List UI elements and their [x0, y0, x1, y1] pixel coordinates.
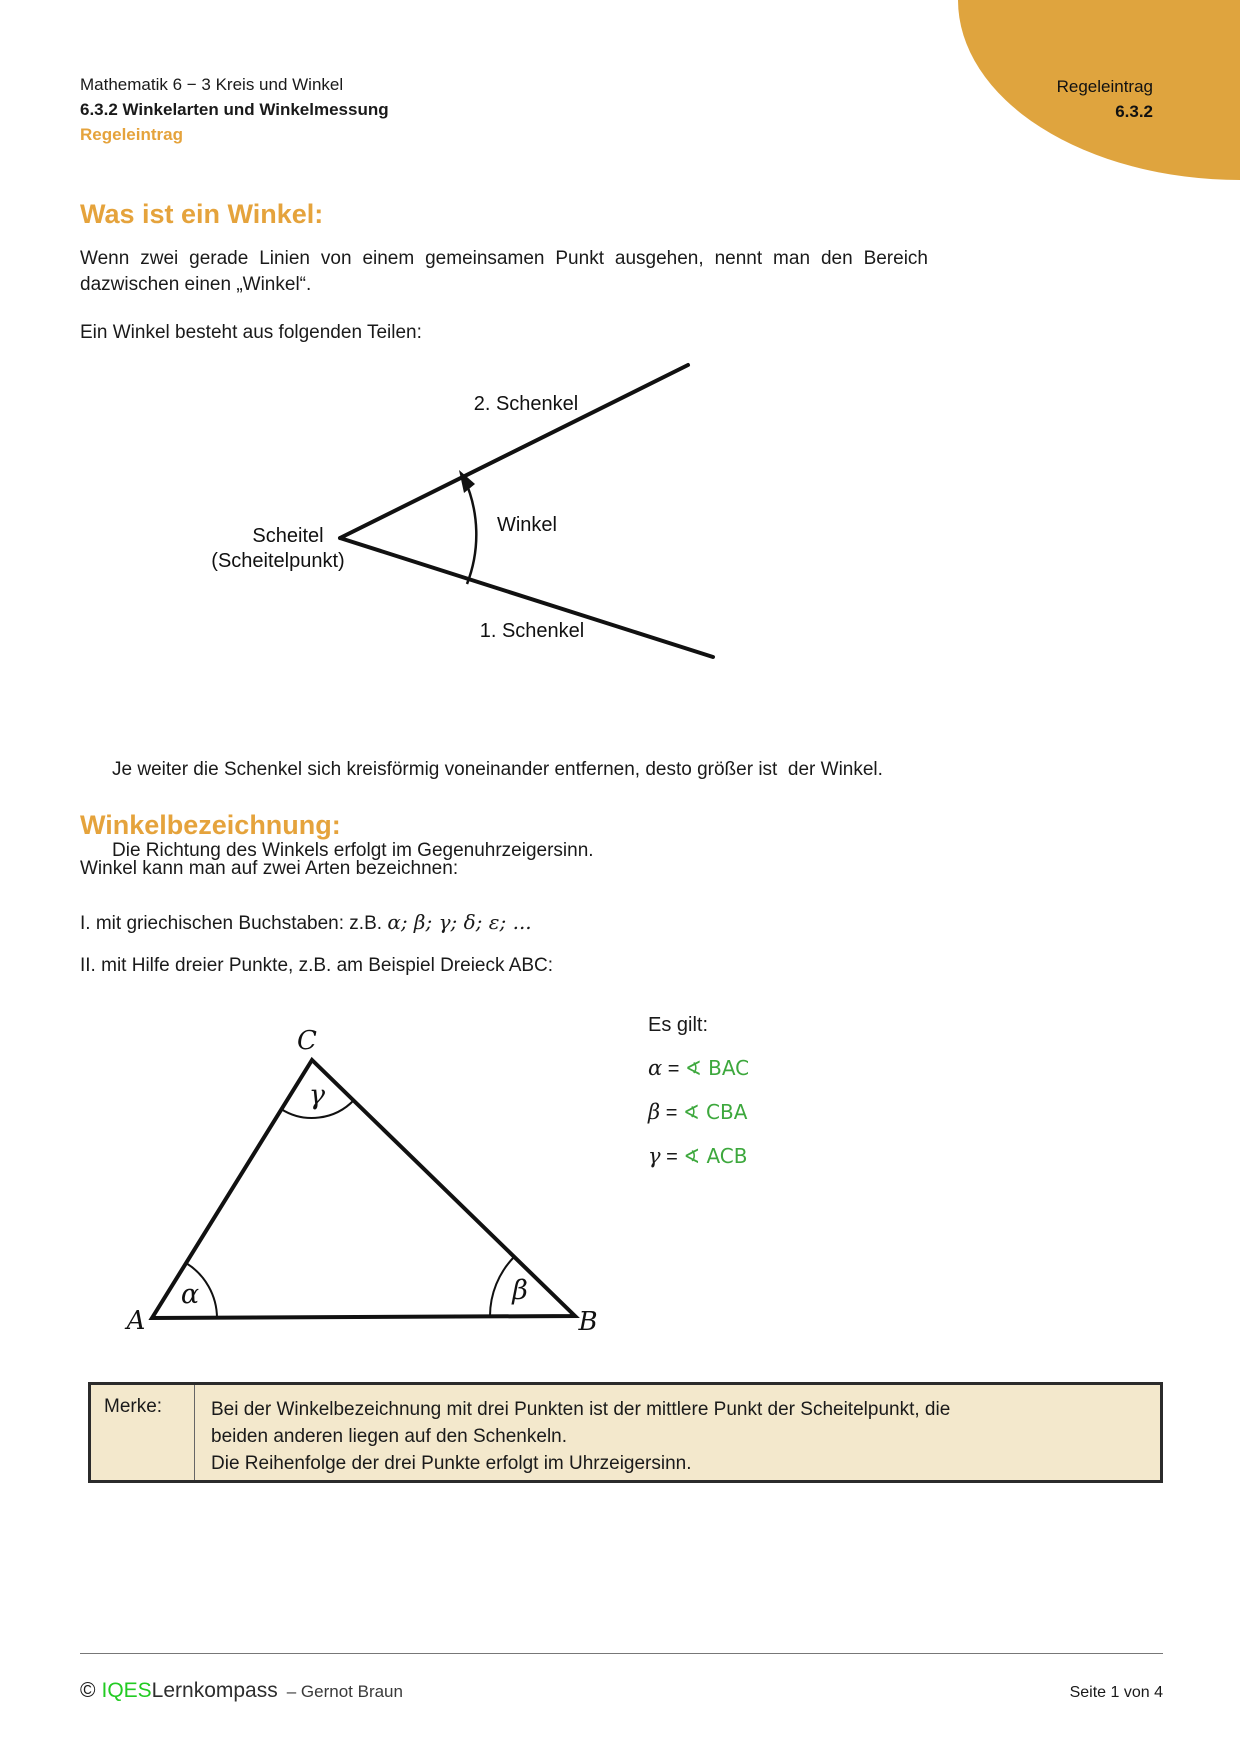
angle-equation-alpha: α = ∢ BAC: [648, 1056, 750, 1080]
label-scheitel: Scheitel: [252, 525, 324, 547]
angle-equation-gamma: γ = ∢ ACB: [648, 1144, 748, 1168]
merke-line3: Die Reihenfolge der drei Punkte erfolgt im Uhrzeigersinn.: [211, 1453, 692, 1474]
note-line1: Je weiter die Schenkel sich kreisförmig voneinander entfernen, desto größer ist der Winkel.: [112, 759, 883, 780]
gamma-label: γ: [308, 1080, 326, 1111]
footer-logo-block: [80, 1679, 403, 1703]
copyright-icon: ©: [80, 1679, 96, 1702]
vertex-c-label: C: [297, 1026, 317, 1056]
corner-number: 6.3.2: [1115, 102, 1153, 121]
paragraph1-line2: dazwischen einen „Winkel“.: [80, 274, 312, 295]
header-topic: 6.3.2 Winkelarten und Winkelmessung: [80, 100, 389, 119]
alpha-label: α: [180, 1279, 200, 1310]
section1-heading: Was ist ein Winkel:: [80, 199, 324, 229]
footer-divider: [80, 1653, 1163, 1654]
document-header: [80, 72, 389, 147]
lernkompass-logo-text: Lernkompass: [151, 1679, 278, 1702]
label-schenkel2: 2. Schenkel: [473, 393, 579, 415]
beta-label: β: [512, 1275, 528, 1306]
angle-equation-beta: β = ∢ CBA: [648, 1100, 748, 1124]
merke-box: [88, 1382, 1163, 1483]
label-schenkel1: 1. Schenkel: [479, 620, 585, 642]
header-course: Mathematik 6 − 3 Kreis und Winkel: [80, 75, 344, 94]
beta-arc: [490, 1257, 514, 1316]
section2-item2: II. mit Hilfe dreier Punkte, z.B. am Beispiel Dreieck ABC:: [80, 955, 554, 976]
section1-paragraph1: [80, 246, 928, 298]
merke-text: [195, 1385, 960, 1480]
footer-author: – Gernot Braun: [286, 1682, 403, 1701]
page-number: Seite 1 von 4: [1069, 1684, 1163, 1701]
angle-leg-upper: [340, 365, 688, 538]
label-scheitelpunkt: (Scheitelpunkt): [211, 550, 345, 572]
item1-prefix: I. mit griechischen Buchstaben: z.B.: [80, 913, 388, 934]
header-doctype: Regeleintrag: [80, 125, 183, 144]
angle-diagram: [100, 330, 740, 675]
es-gilt-title: Es gilt:: [648, 1014, 709, 1036]
label-winkel: Winkel: [496, 514, 558, 536]
es-gilt-block: [648, 1012, 749, 1170]
corner-label: Regeleintrag: [1056, 77, 1153, 96]
corner-text-block: [1057, 74, 1153, 124]
section1-paragraph2: Ein Winkel besteht aus folgenden Teilen:: [80, 322, 422, 343]
note-line2: Die Richtung des Winkels erfolgt im Gegenuhrzeigersinn.: [112, 840, 594, 861]
paragraph1-line1: Wenn zwei gerade Linien von einem gemeinsamen Punkt ausgehen, nennt man den Bereich: [80, 248, 928, 269]
merke-line1: Bei der Winkelbezeichnung mit drei Punkten ist der mittlere Punkt der Scheitelpunkt, die: [211, 1399, 951, 1420]
iqes-logo-text: IQES: [101, 1679, 152, 1702]
section2-intro: Winkel kann man auf zwei Arten bezeichnen:: [80, 858, 459, 879]
triangle-diagram: [90, 1010, 650, 1340]
merke-line2: beiden anderen liegen auf den Schenkeln.: [211, 1426, 568, 1447]
angle-arc: [464, 478, 476, 584]
merke-label: Merke:: [91, 1385, 195, 1480]
item1-greek-letters: α; β; γ; δ; ε; ...: [387, 910, 532, 934]
section2-item1: [80, 910, 532, 935]
vertex-b-label: B: [578, 1307, 598, 1337]
vertex-a-label: A: [126, 1306, 146, 1336]
section2-heading: Winkelbezeichnung:: [80, 810, 341, 840]
